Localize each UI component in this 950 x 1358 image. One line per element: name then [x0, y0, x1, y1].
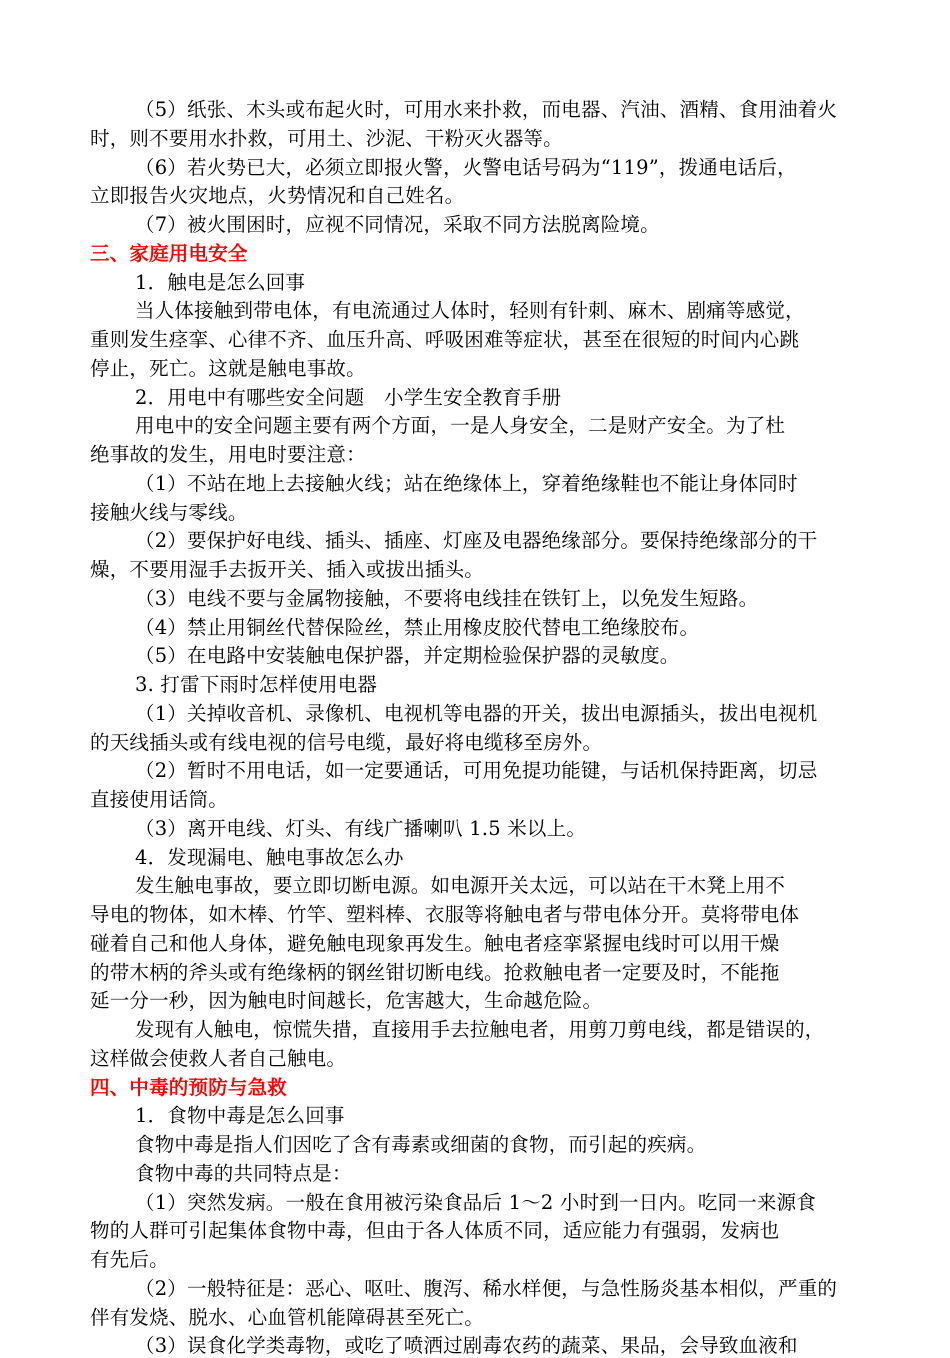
- text-line: （5）在电路中安装触电保护器，并定期检验保护器的灵敏度。: [135, 644, 680, 668]
- section-heading: 四、中毒的预防与急救: [90, 1075, 288, 1099]
- text-line: 重则发生痉挛、心律不齐、血压升高、呼吸困难等症状，甚至在很短的时间内心跳: [90, 328, 800, 351]
- text-line: 燥，不要用湿手去扳开关、插入或拔出插头。: [90, 558, 485, 581]
- text-line: 发生触电事故，要立即切断电源。如电源开关太远，可以站在干木凳上用不: [135, 874, 786, 898]
- text-line: （3）误食化学类毒物，或吃了喷洒过剧毒农药的蔬菜、果品，会导致血液和: [135, 1334, 798, 1358]
- text-line: 2．用电中有哪些安全问题 小学生安全教育手册: [135, 385, 562, 409]
- text-line: （3）离开电线、灯头、有线广播喇叭 1.5 米以上。: [135, 816, 587, 840]
- text-line: 直接使用话筒。: [90, 788, 228, 811]
- text-line: 当人体接触到带电体，有电流通过人体时，轻则有针刺、麻木、剧痛等感觉，: [135, 299, 805, 323]
- text-line: （1）不站在地上去接触火线；站在绝缘体上，穿着绝缘鞋也不能让身体同时: [135, 471, 798, 495]
- text-line: 食物中毒是指人们因吃了含有毒素或细菌的食物，而引起的疾病。: [135, 1133, 707, 1156]
- text-line: （1）关掉收音机、录像机、电视机等电器的开关，拔出电源插头，拔出电视机: [135, 701, 818, 725]
- text-line: （3）电线不要与金属物接触，不要将电线挂在铁钉上，以免发生短路。: [135, 586, 759, 610]
- text-line: 停止，死亡。这就是触电事故。: [90, 356, 366, 380]
- text-line: （7）被火围困时，应视不同情况，采取不同方法脱离险境。: [135, 213, 660, 236]
- text-line: （5）纸张、木头或布起火时，可用水来扑救，而电器、汽油、酒精、食用油着火: [135, 98, 838, 121]
- text-line: 的天线插头或有线电视的信号电缆，最好将电缆移至房外。: [90, 730, 603, 754]
- text-line: 伴有发烧、脱水、心血管机能障碍甚至死亡。: [90, 1305, 485, 1329]
- text-line: （1）突然发病。一般在食用被污染食品后 1～2 小时到一日内。吃同一来源食: [135, 1190, 817, 1214]
- text-line: 的带木柄的斧头或有绝缘柄的钢丝钳切断电线。抢救触电者一定要及时，不能拖: [90, 960, 780, 984]
- text-line: （2）一般特征是：恶心、呕吐、腹泻、稀水样便，与急性肠炎基本相似，严重的: [135, 1276, 838, 1300]
- text-line: （2）要保护好电线、插头、插座、灯座及电器绝缘部分。要保持绝缘部分的干: [135, 529, 818, 553]
- text-line: 立即报告火灾地点，火势情况和自己姓名。: [90, 184, 465, 208]
- text-line: （4）禁止用铜丝代替保险丝，禁止用橡皮胶代替电工绝缘胶布。: [135, 615, 700, 639]
- text-line: 接触火线与零线。: [90, 500, 248, 524]
- text-line: 有先后。: [90, 1248, 169, 1271]
- text-line: 1．触电是怎么回事: [135, 270, 306, 294]
- text-line: （2）暂时不用电话，如一定要通话，可用免提功能键，与话机保持距离，切忌: [135, 759, 818, 783]
- text-line: 绝事故的发生，用电时要注意：: [90, 443, 366, 466]
- text-line: （6）若火势已大，必须立即报火警，火警电话号码为“119”，拨通电话后，: [135, 155, 797, 179]
- section-heading: 三、家庭用电安全: [90, 241, 248, 265]
- text-line: 用电中的安全问题主要有两个方面，一是人身安全，二是财产安全。为了杜: [135, 414, 786, 438]
- text-line: 这样做会使救人者自己触电。: [90, 1046, 347, 1070]
- text-line: 发现有人触电，惊慌失措，直接用手去拉触电者，用剪刀剪电线，都是错误的，: [135, 1018, 825, 1041]
- text-line: 物的人群可引起集体食物中毒，但由于各人体质不同，适应能力有强弱，发病也: [90, 1219, 780, 1243]
- text-line: 延一分一秒，因为触电时间越长，危害越大，生命越危险。: [90, 989, 603, 1013]
- text-line: 3. 打雷下雨时怎样使用电器: [135, 673, 378, 696]
- text-line: 时，则不要用水扑救，可用土、沙泥、干粉灭火器等。: [90, 126, 563, 150]
- text-line: 碰着自己和他人身体，避免触电现象再发生。触电者痉挛紧握电线时可以用干燥: [90, 931, 780, 955]
- text-line: 导电的物体，如木棒、竹竿、塑料棒、衣服等将触电者与带电体分开。莫将带电体: [90, 903, 800, 926]
- text-line: 食物中毒的共同特点是：: [135, 1161, 352, 1185]
- text-line: 1．食物中毒是怎么回事: [135, 1104, 345, 1128]
- text-line: 4．发现漏电、触电事故怎么办: [135, 845, 404, 869]
